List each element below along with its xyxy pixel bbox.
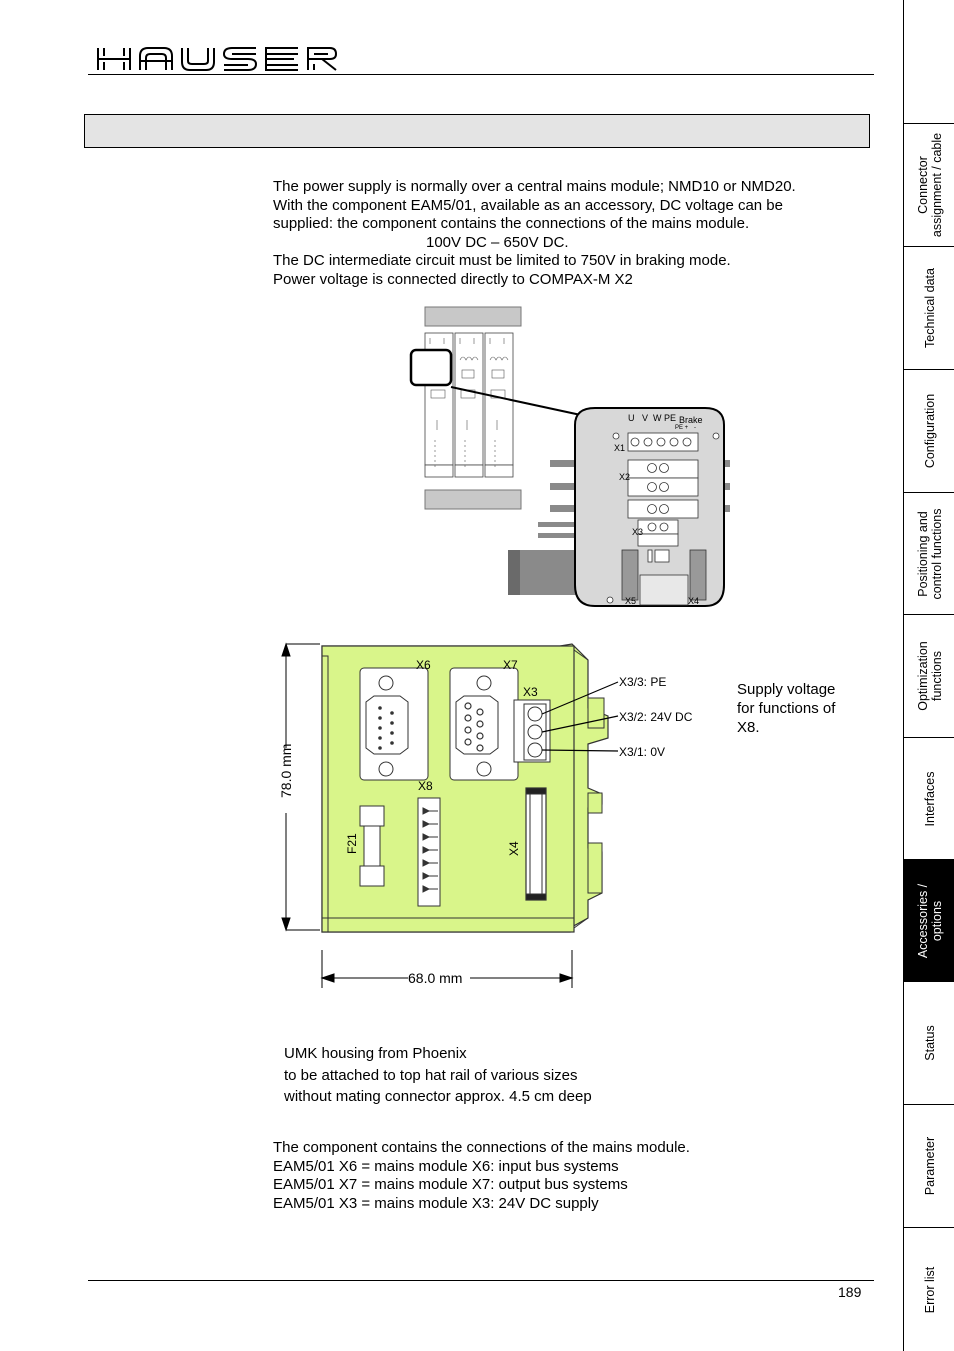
dsub-x7 (450, 668, 518, 780)
tab-label: Interfaces (922, 771, 937, 826)
tab-label: Configuration (922, 393, 937, 469)
label-pe-plus: PE + (675, 425, 689, 431)
label-f21: F21 (345, 833, 359, 854)
module-label-bar-bottom (425, 490, 521, 509)
label-minus: - (694, 425, 696, 431)
tab-parameter[interactable] (904, 1105, 954, 1228)
header-rule (88, 74, 874, 75)
label-x5: X5 (625, 596, 637, 606)
connection-line: EAM5/01 X3 = mains module X3: 24V DC supply (273, 1194, 599, 1212)
label-x3: X3 (523, 685, 538, 699)
tab-label: Optimization functions (915, 641, 944, 711)
label-v: V (642, 413, 649, 423)
fuse-f21 (360, 806, 384, 886)
label-x3: X3 (632, 527, 644, 537)
tab-label: Parameter (922, 1136, 937, 1196)
tab-label: Connector assignment / cable (915, 132, 944, 238)
tab-optimization[interactable] (904, 615, 954, 738)
connection-line: EAM5/01 X7 = mains module X7: output bus systems (273, 1176, 628, 1193)
dsub-x6 (360, 668, 428, 780)
label-w: W (653, 413, 662, 423)
highlight-box (411, 350, 451, 385)
label-x7: X7 (503, 658, 518, 672)
supply-voltage-note: Supply voltage for functions of X8. (737, 681, 836, 736)
height-label: 78.0 mm (278, 743, 294, 798)
connection-line: The component contains the connections of the mains module. (273, 1139, 690, 1156)
tab-technical-data[interactable] (904, 247, 954, 370)
hauser-logo (96, 46, 338, 72)
label-x6: X6 (416, 658, 431, 672)
tab-configuration[interactable] (904, 370, 954, 493)
width-label: 68.0 mm (408, 970, 463, 986)
logo-text: HAUSER (96, 46, 101, 47)
label-pe: PE (664, 413, 677, 423)
label-x1: X1 (614, 443, 626, 453)
tab-error-list[interactable] (904, 1228, 954, 1351)
tab-status[interactable] (904, 982, 954, 1105)
connection-mapping (273, 1139, 690, 1213)
tab-interfaces[interactable] (904, 738, 954, 860)
intro-line: 100V DC – 650V DC. (426, 233, 569, 251)
terminal-x8 (418, 798, 440, 906)
tab-accessories-options[interactable] (904, 860, 954, 982)
label-x3-0v: X3/1: 0V (619, 745, 666, 759)
label-u: U (628, 413, 635, 423)
connector-x4 (526, 788, 546, 900)
intro-line: With the component EAM5/01, available as an accessory, DC voltage can be (273, 196, 783, 214)
label-x4: X4 (688, 596, 700, 606)
page-number: 189 (838, 1284, 862, 1300)
tab-label: Accessories / options (915, 883, 944, 958)
intro-paragraph (273, 178, 796, 289)
footer-rule (88, 1280, 874, 1281)
label-x2: X2 (619, 472, 631, 482)
tab-label: Positioning and control functions (915, 507, 944, 600)
section-title-bar (84, 114, 870, 148)
tab-label: Error list (922, 1266, 937, 1313)
label-x4: X4 (507, 841, 521, 856)
chapter-tab-column (903, 0, 954, 1351)
label-x3-pe: X3/3: PE (619, 675, 667, 689)
label-x3-24v: X3/2: 24V DC (619, 710, 693, 724)
tab-label: Technical data (922, 268, 937, 348)
housing-line: UMK housing from Phoenix (284, 1045, 467, 1062)
label-x8: X8 (418, 779, 433, 793)
intro-line: The power supply is normally over a central mains module; NMD10 or NMD20. (273, 178, 796, 195)
tab-connector-assignment[interactable] (904, 124, 954, 247)
label-brake: Brake (679, 415, 703, 425)
mains-module-figure (400, 300, 740, 615)
housing-description (284, 1043, 592, 1108)
housing-line: without mating connector approx. 4.5 cm deep (284, 1088, 592, 1105)
module-label-bar-top (425, 307, 521, 326)
intro-line: Power voltage is connected directly to COMPAX-M X2 (273, 270, 633, 288)
tab-positioning[interactable] (904, 493, 954, 615)
housing-line: to be attached to top hat rail of various sizes (284, 1066, 578, 1084)
intro-line: supplied: the component contains the connections of the mains module. (273, 215, 750, 232)
tab-label: Status (922, 1025, 937, 1061)
connection-line: EAM5/01 X6 = mains module X6: input bus systems (273, 1157, 619, 1175)
eam-housing-figure (270, 638, 700, 993)
tab-blank[interactable] (904, 0, 954, 124)
intro-line: The DC intermediate circuit must be limited to 750V in braking mode. (273, 252, 731, 269)
